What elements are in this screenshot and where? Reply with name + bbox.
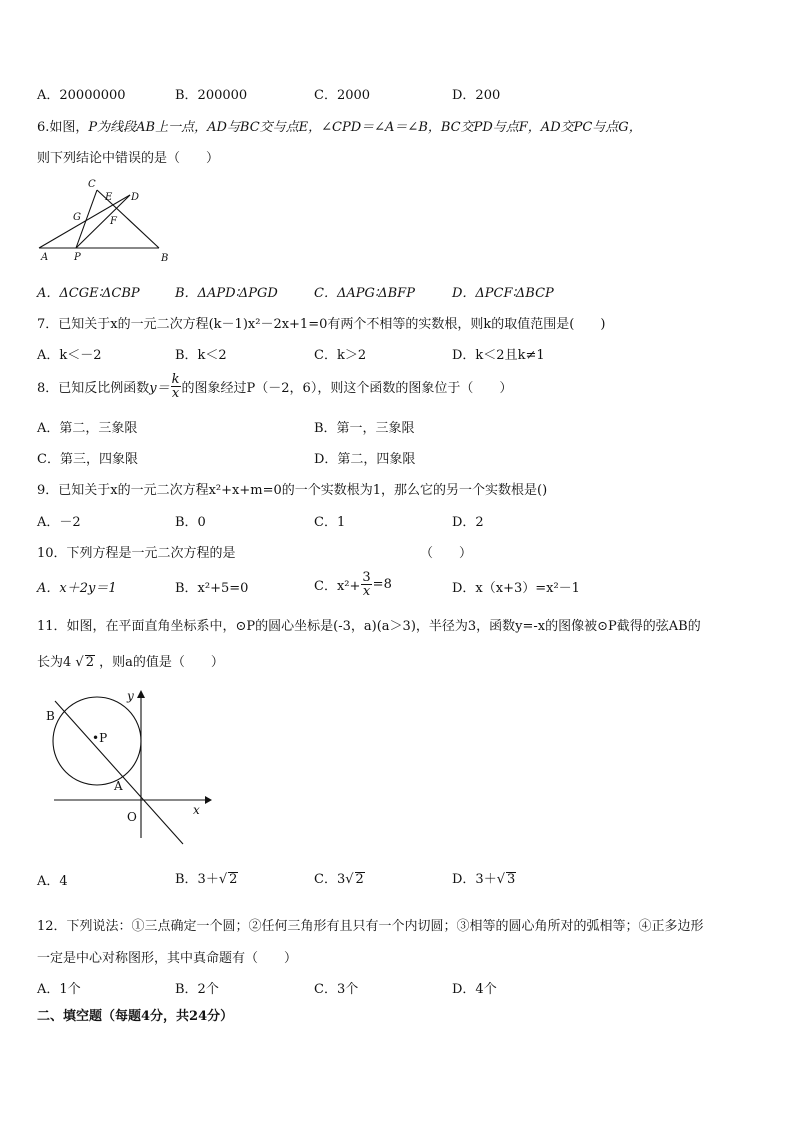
q11-x-axis-arrow [205,796,212,804]
q10-option-c-den: x [362,583,371,599]
q10-option-c-post: =8 [372,576,392,592]
q8-y-eq: y＝ [149,380,170,396]
q11-stem-line2-post: ，则a的值是（ ） [99,655,224,670]
q6-label-p: P [74,252,81,263]
q9-stem: 9．已知关于x的一元二次方程x²+x+m=0的一个实数根为1，那么它的另一个实数根是() [37,483,548,498]
q6-label-a: A [41,252,49,263]
q9-option-c: C．1 [314,515,346,530]
q7-option-b: B．k＜2 [175,348,227,363]
q6-stem-body: P为线段AB上一点，AD与BC交与点E，∠CPD＝∠A＝∠B，BC交PD与点F，AD交PC与点G， [88,120,642,135]
q5-option-c: C．2000 [314,88,371,103]
q6-option-d: D．ΔPCF∶ΔBCP [452,286,554,301]
q12-option-a: A．1个 [37,982,81,997]
q11-y-axis-arrow [137,690,145,698]
q11-stem-line1: 11．如图，在平面直角坐标系中，⊙P的圆心坐标是(-3，a)(a＞3)，半径为3，函数y=-x的图像被⊙P截得的弦AB的 [37,619,701,634]
q9-option-d: D．2 [452,515,484,530]
q5-option-a: A．20000000 [37,88,126,103]
q6-label-e: E [105,192,113,203]
q10-option-c-pre: C．x²+ [314,578,361,594]
q8-option-d: D．第二，四象限 [314,452,416,467]
q11-stem-line2-pre: 长为4 [37,655,72,670]
q11-label-x: x [193,803,200,817]
q11-option-a: A．4 [37,874,68,889]
q6-number: 6.如图， [37,120,89,135]
q11-label-p: •P [92,731,108,745]
q11-line-y-neg-x [55,701,183,844]
q11-label-o: O [127,810,137,824]
q6-option-b: B．ΔAPD∶ΔPGD [175,286,278,301]
q11-option-b: B．3＋√ 2 [175,872,238,887]
q10-option-d: D．x（x+3）=x²－1 [452,581,580,596]
q8-stem [37,369,512,403]
q10-stem: 10．下列方程是一元二次方程的是 [37,546,236,561]
q10-option-c [314,566,392,602]
q11-label-a: A [114,779,123,793]
q11-option-d-pre: D．3＋ [452,872,497,887]
q7-option-c: C．k＞2 [314,348,367,363]
q8-stem-post: 的图象经过P（－2，6），则这个函数的图象位于（ ） [181,380,513,396]
q6-label-g: G [73,212,81,223]
q11-option-c-pre: C．3 [314,872,346,887]
q12-option-c: C．3个 [314,982,359,997]
q6-label-f: F [110,216,117,227]
q6-label-d: D [131,192,140,203]
q11-option-b-radicand: 2 [229,872,238,887]
q11-option-d-radicand: 3 [507,872,516,887]
q12-stem-line2: 一定是中心对称图形，其中真命题有（ ） [37,951,298,966]
q8-frac-den: x [171,385,180,401]
q11-stem-line2 [37,651,224,670]
q12-stem-line1: 12．下列说法：①三点确定一个圆；②任何三角形有且只有一个内切圆；③相等的圆心角所对的弧相等；④正多边形 [37,919,704,934]
q8-option-a: A．第二，三象限 [37,421,138,436]
q6-label-b: B [161,253,169,264]
q10-option-c-num: 3 [362,569,371,585]
q10-option-a: A．x＋2y＝1 [37,581,117,596]
q11-option-b-pre: B．3＋ [175,872,219,887]
q12-option-b: B．2个 [175,982,219,997]
q8-stem-pre: 8．已知反比例函数 [37,380,150,396]
q8-fraction [171,373,181,400]
q11-sqrt: √ 2 [75,655,94,670]
q11-option-c-radicand: 2 [355,872,364,887]
q9-option-a: A．－2 [37,515,81,530]
q6-option-a: A．ΔCGE∶ΔCBP [37,286,140,301]
q7-stem: 7．已知关于x的一元二次方程(k－1)x²－2x+1=0有两个不相等的实数根，则k的取值范围是( ) [37,317,606,332]
q6-option-c: C．ΔAPG∶ΔBFP [314,286,415,301]
q11-sqrt-radicand: 2 [85,655,94,670]
q8-option-c: C．第三，四象限 [37,452,138,467]
q11-label-b: B [46,709,55,723]
q11-option-d: D．3＋√ 3 [452,872,516,887]
q11-option-c: C．3√ 2 [314,872,364,887]
q6-triangle-figure [30,172,180,266]
q5-option-b: B．200000 [175,88,248,103]
q5-option-d: D．200 [452,88,501,103]
q9-option-b: B．0 [175,515,206,530]
q11-circle-figure [40,686,215,846]
q11-label-y: y [127,689,134,703]
q6-stem-line2: 则下列结论中错误的是（ ） [37,151,220,166]
q8-frac-num: k [171,371,180,387]
q6-stem-line1 [37,116,642,135]
q7-option-a: A．k＜－2 [37,348,102,363]
q10-paren: （ ） [420,546,473,561]
q12-option-d: D．4个 [452,982,497,997]
q8-option-b: B．第一，三象限 [314,421,415,436]
q7-option-d: D．k＜2且k≠1 [452,348,545,363]
q10-option-c-fraction [361,571,371,598]
q10-option-b: B．x²+5=0 [175,581,249,596]
section-2-heading: 二、填空题（每题4分，共24分） [37,1009,234,1024]
q6-label-c: C [88,179,96,190]
